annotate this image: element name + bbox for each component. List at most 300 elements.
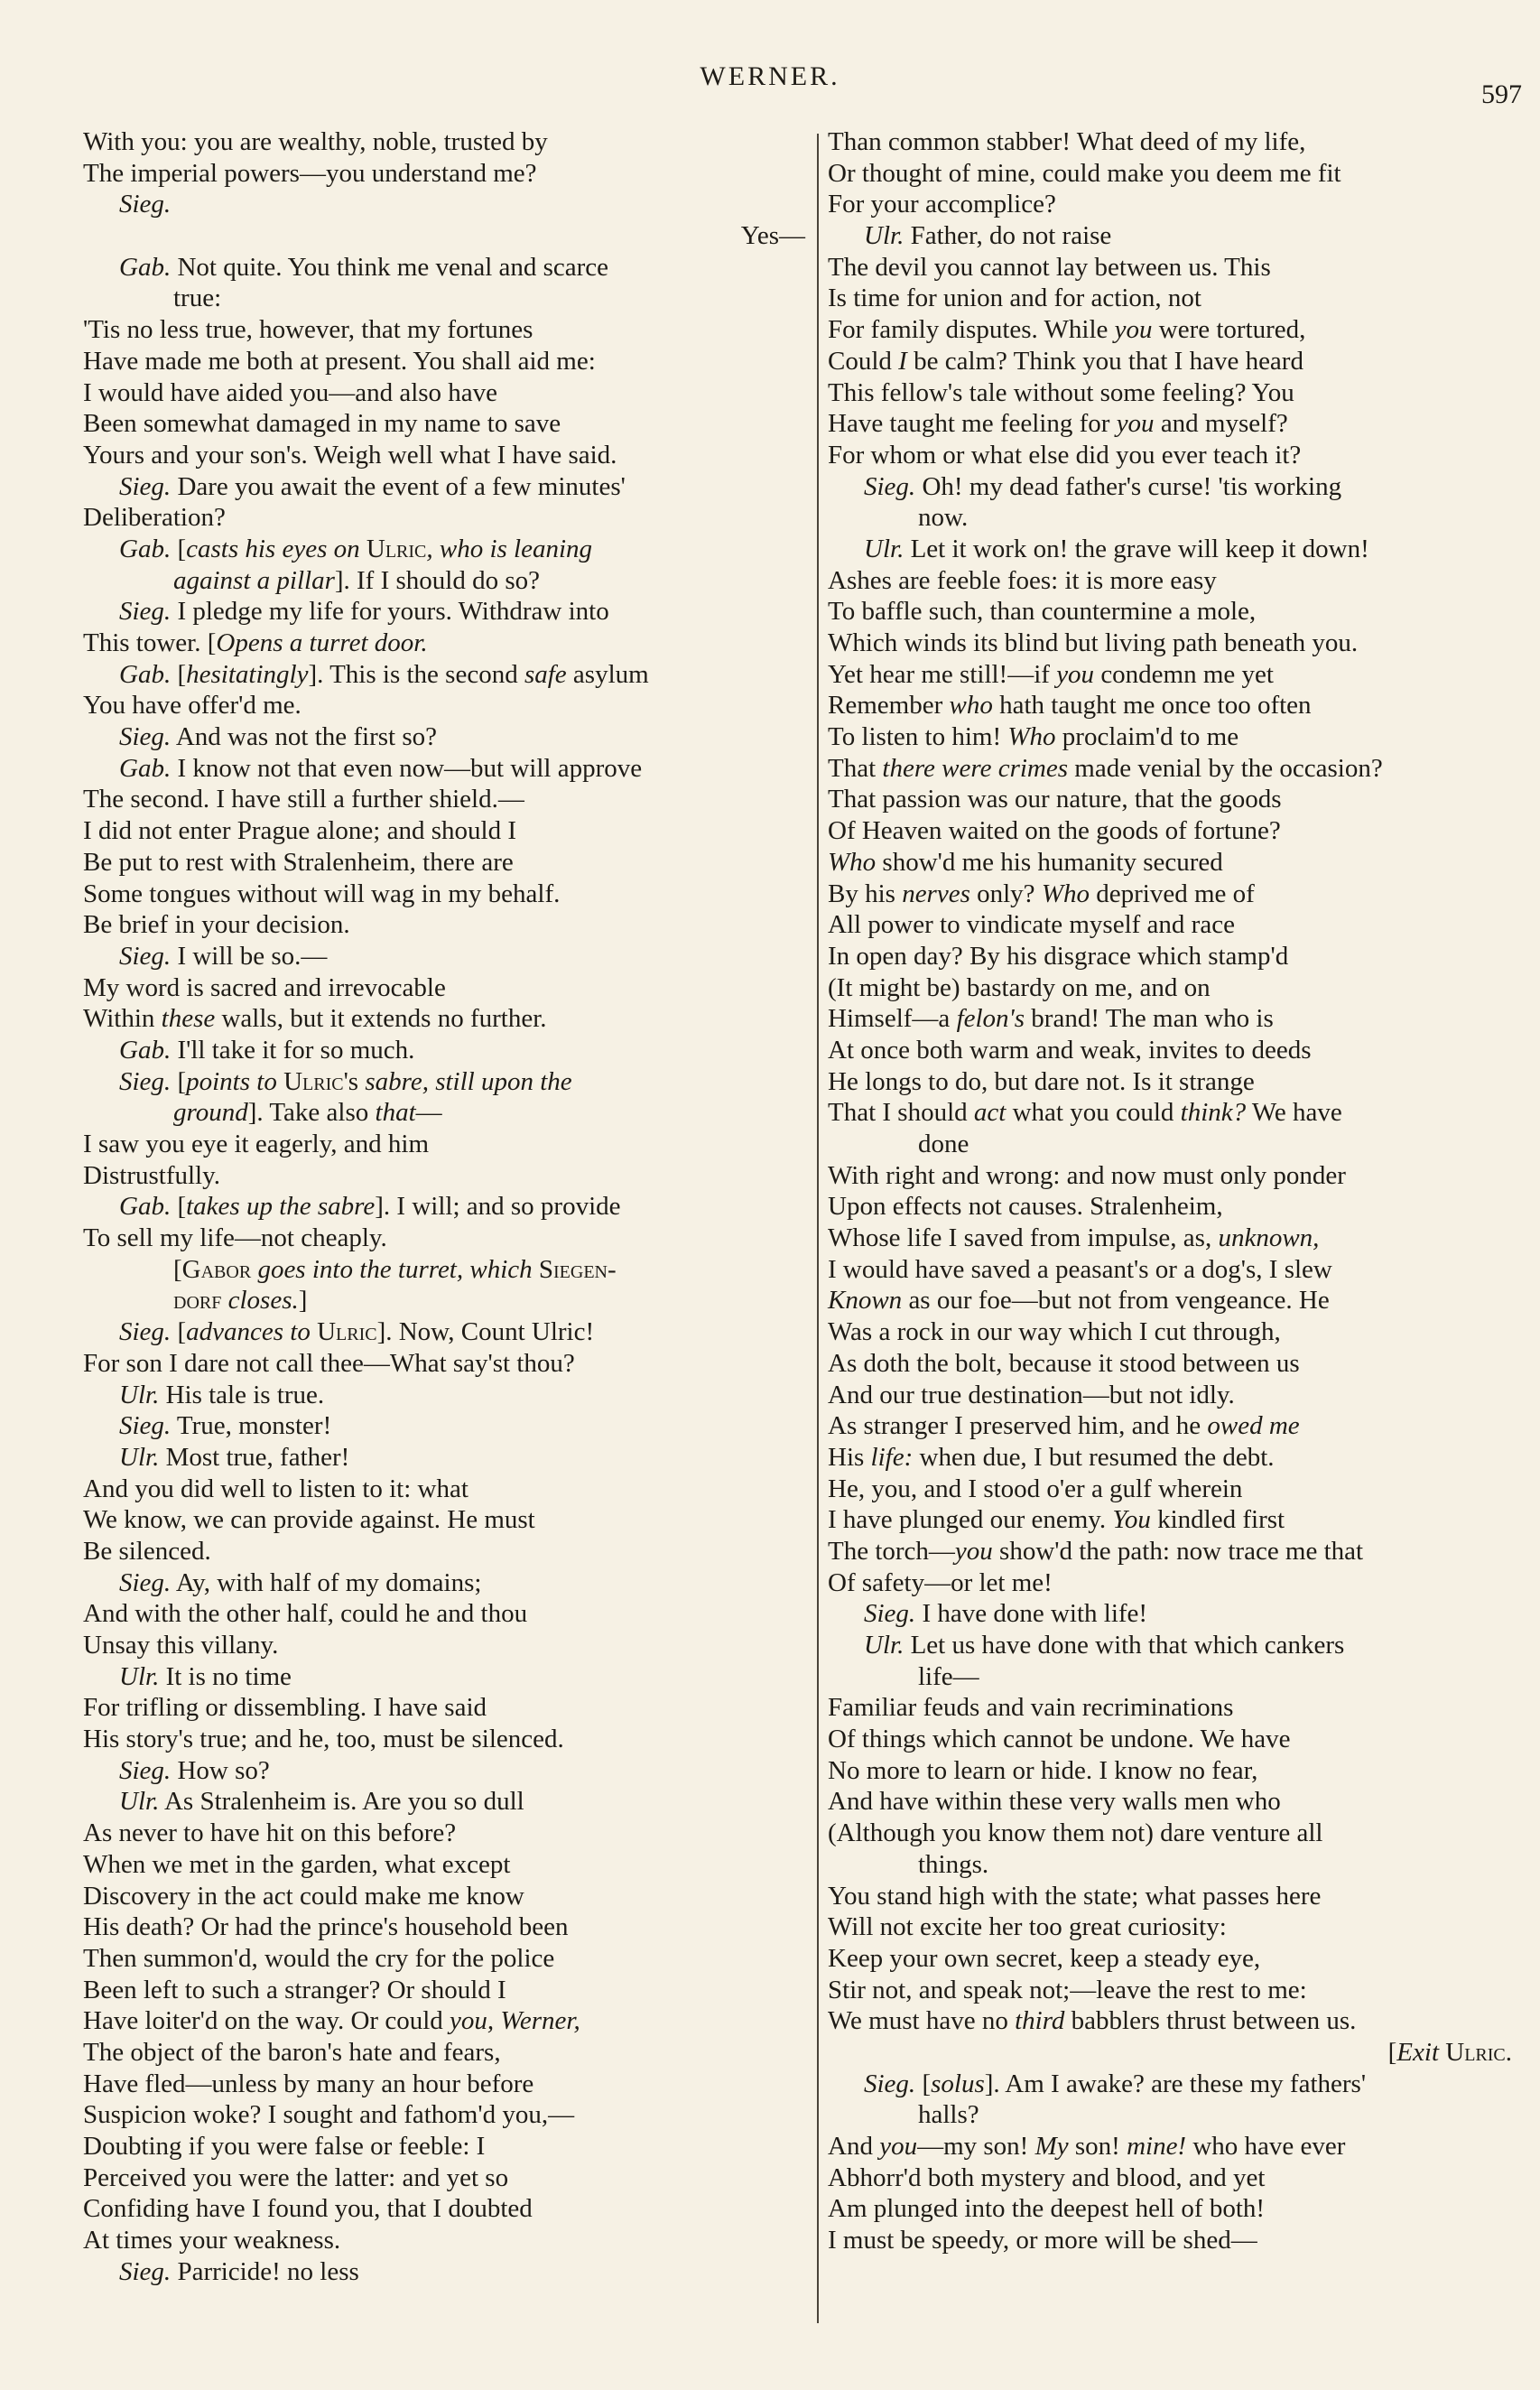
text-run: hesitatingly — [186, 659, 309, 689]
text-run: closes. — [221, 1286, 299, 1316]
text-line — [828, 346, 1512, 377]
text-run: Have fled—unless by many an hour before — [83, 2069, 534, 2098]
text-line — [828, 408, 1512, 440]
text-run: Let us have done with that which cankers — [904, 1631, 1345, 1660]
text-line — [828, 1223, 1512, 1254]
text-line — [828, 628, 1512, 659]
text-line — [828, 1598, 1512, 1630]
speaker-name: Ulr. — [119, 1442, 160, 1472]
text-run: This tower. — [83, 628, 201, 657]
text-run: when due, I but resumed the debt. — [913, 1442, 1275, 1472]
text-line — [828, 2131, 1512, 2162]
speaker-name: Ulr. — [864, 1631, 905, 1660]
text-line — [83, 1536, 805, 1567]
text-run: ]. I will; and so provide — [375, 1192, 621, 1222]
text-run: Be put to rest with Stralenheim, there are — [83, 847, 514, 877]
text-line — [83, 565, 805, 597]
text-run: Of things which cannot be undone. We have — [828, 1725, 1291, 1754]
text-run: Be brief in your decision. — [83, 910, 350, 940]
text-run: [ — [1387, 2037, 1397, 2067]
text-line — [83, 1160, 805, 1192]
text-line — [83, 1849, 805, 1881]
text-run: life— — [918, 1661, 979, 1691]
text-line — [828, 1474, 1512, 1505]
speaker-name: Ulr. — [119, 1661, 160, 1691]
text-run: At once both warm and weak, invites to deeds — [828, 1035, 1312, 1065]
text-line — [83, 1692, 805, 1724]
text-line — [83, 1598, 805, 1630]
text-line — [828, 1380, 1512, 1411]
text-line — [83, 2131, 805, 2162]
text-run: To sell my life—not cheaply. — [83, 1223, 387, 1253]
text-run: Ulric — [1445, 2037, 1506, 2067]
text-run: brand! The man who is — [1025, 1004, 1274, 1034]
text-run: As doth the bolt, because it stood between us — [828, 1348, 1300, 1378]
text-line — [83, 158, 805, 190]
text-run: takes up the sabre — [186, 1192, 376, 1222]
text-run: Who — [1041, 879, 1090, 908]
text-run: You have offer'd me. — [83, 691, 302, 721]
text-run: Ay, with half of my domains; — [171, 1567, 482, 1597]
speaker-name: Gab. — [119, 659, 172, 689]
text-run: Of Heaven waited on the goods of fortune? — [828, 816, 1281, 846]
text-line — [83, 1035, 805, 1066]
text-run: And have within these very walls men who — [828, 1787, 1281, 1817]
text-line — [83, 690, 805, 721]
text-line — [83, 2069, 805, 2100]
text-run: We know, we can provide against. He must — [83, 1505, 535, 1535]
text-run: third — [1015, 2006, 1065, 2036]
text-run: Keep your own secret, keep a steady eye, — [828, 1943, 1261, 1973]
running-title: WERNER. — [700, 61, 840, 91]
text-run: deprived me of — [1089, 879, 1255, 908]
text-line — [828, 753, 1512, 785]
text-line — [828, 534, 1512, 565]
text-run: For family disputes. While — [828, 315, 1115, 345]
text-line — [83, 252, 805, 284]
text-run: Let it work on! the grave will keep it down! — [904, 534, 1369, 563]
speaker-name: Ulr. — [119, 1380, 160, 1409]
text-run: casts his eyes on — [186, 534, 366, 563]
text-run: Been somewhat damaged in my name to save — [83, 409, 561, 439]
text-run: mine! — [1127, 2132, 1187, 2161]
text-run: Who — [1007, 722, 1056, 752]
text-line — [83, 753, 805, 785]
text-line — [828, 2069, 1512, 2100]
text-line — [828, 784, 1512, 815]
text-line — [83, 1818, 805, 1849]
text-line — [83, 1316, 805, 1348]
text-run: true: — [173, 284, 222, 313]
text-run: Am plunged into the deepest hell of both! — [828, 2194, 1266, 2224]
text-line — [828, 659, 1512, 691]
text-run: My — [1034, 2132, 1069, 2161]
page-number: 597 — [1481, 79, 1522, 109]
text-run: Suspicion woke? I sought and fathom'd you,— — [83, 2100, 575, 2130]
text-run: Whose life I saved from impulse, as, — [828, 1223, 1219, 1253]
text-line — [83, 471, 805, 503]
text-run: Could — [828, 346, 899, 376]
text-run: I would have aided you—and also have — [83, 377, 498, 407]
speaker-name: Sieg. — [119, 597, 172, 627]
text-run: In open day? By his disgrace which stamp'd — [828, 941, 1289, 971]
text-run: No more to learn or hide. I know no fear, — [828, 1755, 1258, 1785]
text-line — [828, 596, 1512, 628]
text-run: As stranger I preserved him, and he — [828, 1411, 1208, 1441]
text-run: It is no time — [159, 1661, 292, 1691]
text-run: Siegen- — [538, 1254, 617, 1284]
text-line — [828, 2225, 1512, 2256]
text-run: Oh! my dead father's curse! 'tis working — [915, 471, 1342, 501]
text-run: [ — [173, 1254, 182, 1284]
text-run: who have ever — [1186, 2132, 1346, 2161]
text-run: I have plunged our enemy. — [828, 1505, 1113, 1535]
text-line — [828, 2099, 1512, 2131]
text-run: ]. Now, Count Ulric! — [376, 1317, 595, 1347]
text-run: now. — [918, 503, 969, 533]
text-run: He longs to do, but dare not. Is it strange — [828, 1066, 1255, 1096]
text-run: Discovery in the act could make me know — [83, 1881, 524, 1911]
text-run: Yours and your son's. Weigh well what I have said. — [83, 440, 617, 470]
text-line — [828, 1191, 1512, 1223]
text-run: , who is leaning — [426, 534, 593, 563]
text-run: As never to have hit on this before? — [83, 1818, 457, 1848]
text-line — [83, 1410, 805, 1442]
text-line — [83, 502, 805, 534]
text-run: you, Werner, — [450, 2006, 580, 2036]
speaker-name: Gab. — [119, 753, 172, 783]
text-line — [83, 1661, 805, 1693]
speaker-name: Gab. — [119, 1035, 172, 1065]
text-line — [83, 2193, 805, 2225]
text-run: 's — [343, 1066, 366, 1096]
text-line — [828, 847, 1512, 879]
text-run: [ — [171, 1317, 187, 1347]
text-run: Than common stabber! What deed of my life, — [828, 127, 1306, 156]
text-run: For whom or what else did you ever teach it? — [828, 440, 1302, 470]
text-run: Unsay this villany. — [83, 1631, 279, 1660]
text-run: How so? — [171, 1755, 270, 1785]
text-run: His death? Or had the prince's household been — [83, 1912, 569, 1942]
text-run: you — [954, 1536, 993, 1566]
text-run: ]. — [247, 1098, 264, 1128]
text-run: Dare you await the event of a few minutes' — [171, 471, 626, 501]
text-run: And was not the first so? — [171, 722, 437, 752]
text-run: and myself? — [1154, 409, 1288, 439]
text-line — [83, 1881, 805, 1912]
text-line — [83, 1504, 805, 1536]
text-run: Ulric — [283, 1066, 344, 1096]
text-line — [828, 2193, 1512, 2225]
text-run: The torch— — [828, 1536, 955, 1566]
text-run: For trifling or dissembling. I have said — [83, 1693, 487, 1723]
text-line — [828, 1348, 1512, 1380]
text-run: And with the other half, could he and thou — [83, 1599, 528, 1629]
text-run: Familiar feuds and vain recriminations — [828, 1693, 1234, 1723]
text-line — [83, 1129, 805, 1160]
text-run: life: — [870, 1442, 914, 1472]
text-line — [83, 1567, 805, 1599]
text-line — [828, 220, 1512, 252]
text-run: [ — [171, 534, 187, 563]
text-run: kindled first — [1150, 1505, 1285, 1535]
text-line — [828, 879, 1512, 910]
speaker-name: Sieg. — [119, 1755, 172, 1785]
text-line — [828, 815, 1512, 847]
text-line — [828, 565, 1512, 597]
text-line — [83, 1003, 805, 1035]
text-line — [83, 2225, 805, 2256]
text-run: goes into the turret, which — [251, 1254, 539, 1284]
text-run: Which winds its blind but living path beneath you. — [828, 628, 1359, 657]
text-run: The second. I have still a further shield.— — [83, 785, 524, 814]
text-run: be calm? Think you that I have heard — [906, 346, 1303, 376]
text-line — [83, 972, 805, 1004]
text-run: I know not that even now—but will approve — [171, 753, 643, 783]
text-line — [828, 1285, 1512, 1316]
text-line — [828, 941, 1512, 972]
text-run: Yet hear me still!—if — [828, 659, 1057, 689]
text-run: —my son! — [917, 2132, 1035, 2161]
text-run: All power to vindicate myself and race — [828, 910, 1235, 940]
text-run: Distrustfully. — [83, 1160, 220, 1190]
text-run: When we met in the garden, what except — [83, 1849, 511, 1879]
text-run: ] — [298, 1286, 308, 1316]
text-run: Then summon'd, would the cry for the police — [83, 1943, 555, 1973]
text-line — [828, 1692, 1512, 1724]
text-line — [828, 909, 1512, 941]
text-line — [828, 1066, 1512, 1098]
text-line — [83, 2162, 805, 2194]
text-line — [828, 1849, 1512, 1881]
text-line — [83, 1724, 805, 1755]
text-run: Was a rock in our way which I cut through, — [828, 1317, 1281, 1347]
text-run: That I should — [828, 1098, 974, 1128]
text-line — [83, 815, 805, 847]
text-run: [ — [171, 1066, 187, 1096]
text-run: made venial by the occasion? — [1068, 753, 1383, 783]
text-line — [83, 377, 805, 409]
text-run: This fellow's tale without some feeling? You — [828, 377, 1294, 407]
text-line — [828, 721, 1512, 753]
text-run: Some tongues without will wag in my behalf. — [83, 879, 561, 908]
text-line — [828, 1724, 1512, 1755]
text-line — [83, 314, 805, 346]
text-run: By his — [828, 879, 903, 908]
text-line — [828, 1442, 1512, 1474]
text-line — [83, 1442, 805, 1474]
page-header — [0, 61, 1540, 107]
text-run: At times your weakness. — [83, 2226, 341, 2255]
text-run: points to — [186, 1066, 284, 1096]
text-line — [83, 408, 805, 440]
text-line — [83, 1474, 805, 1505]
text-line — [83, 1097, 805, 1129]
text-line — [83, 346, 805, 377]
text-run: Within — [83, 1004, 162, 1034]
text-line — [828, 1097, 1512, 1129]
text-run: Is time for union and for action, not — [828, 284, 1201, 313]
text-line — [828, 126, 1512, 158]
text-run: nerves — [902, 879, 970, 908]
text-run: Confiding have I found you, that I doubted — [83, 2194, 533, 2224]
speaker-name: Sieg. — [119, 471, 172, 501]
text-run: owed me — [1207, 1411, 1300, 1441]
text-run: The devil you cannot lay between us. This — [828, 252, 1271, 282]
text-run: act — [973, 1098, 1007, 1128]
text-run: To listen to him! — [828, 722, 1008, 752]
text-run: His story's true; and he, too, must be silenced. — [83, 1725, 564, 1754]
text-run: That — [828, 753, 883, 783]
text-run: Gabor — [181, 1254, 252, 1284]
text-line — [828, 1755, 1512, 1787]
text-run: only? — [969, 879, 1042, 908]
text-run: you — [1114, 315, 1153, 345]
text-run: Stir not, and speak not;—leave the rest to me: — [828, 1975, 1307, 2004]
text-run: that — [375, 1098, 416, 1128]
text-run: You stand high with the state; what passes here — [828, 1881, 1322, 1911]
text-run: True, monster! — [171, 1411, 332, 1441]
text-line — [828, 1630, 1512, 1661]
text-run: ]. Am I awake? are these my fathers' — [984, 2069, 1367, 2098]
text-run: We have — [1246, 1098, 1342, 1128]
text-run: I pledge my life for yours. Withdraw into — [171, 597, 609, 627]
text-line — [828, 1003, 1512, 1035]
text-run: For your accomplice? — [828, 190, 1056, 219]
text-line — [83, 1943, 805, 1975]
text-line — [83, 1975, 805, 2006]
text-line — [828, 1410, 1512, 1442]
speaker-name: Gab. — [119, 534, 172, 563]
text-run: ground — [173, 1098, 248, 1128]
text-run: I would have saved a peasant's or a dog's, I slew — [828, 1254, 1332, 1284]
text-line — [828, 189, 1512, 220]
text-run: (Although you know them not) dare venture all — [828, 1818, 1323, 1848]
text-run: [ — [200, 628, 217, 657]
text-line — [83, 1380, 805, 1411]
text-run: sabre, still upon the — [365, 1066, 572, 1096]
text-run: Deliberation? — [83, 503, 226, 533]
text-line — [83, 1786, 805, 1818]
text-run: [ — [915, 2069, 932, 2098]
text-line — [83, 440, 805, 471]
text-run: ]. If I should do so? — [334, 565, 540, 595]
text-run: Father, do not raise — [904, 221, 1112, 251]
text-run: The imperial powers—you understand me? — [83, 158, 537, 188]
text-run: felon's — [956, 1004, 1025, 1034]
text-run: unknown, — [1218, 1223, 1320, 1253]
text-run: We must have no — [828, 2006, 1016, 2036]
speaker-name: Sieg. — [119, 1411, 172, 1441]
text-run: Been left to such a stranger? Or should I — [83, 1975, 506, 2004]
text-line — [828, 1254, 1512, 1286]
text-line — [83, 1348, 805, 1380]
text-line — [83, 1630, 805, 1661]
text-run: And our true destination—but not idly. — [828, 1380, 1235, 1409]
text-run: I'll take it for so much. — [171, 1035, 415, 1065]
text-run: That passion was our nature, that the goods — [828, 785, 1282, 814]
speaker-name: Sieg. — [119, 2256, 172, 2286]
text-run: Ashes are feeble foes: it is more easy — [828, 565, 1217, 595]
text-run: I — [898, 346, 907, 376]
text-line — [828, 502, 1512, 534]
text-run: Take also — [263, 1098, 376, 1128]
speaker-name: Sieg. — [864, 1599, 916, 1629]
text-line — [828, 972, 1512, 1004]
text-run: you — [1116, 409, 1155, 439]
text-run: solus — [931, 2069, 985, 2098]
text-line — [828, 1536, 1512, 1567]
text-run: things. — [918, 1849, 989, 1879]
text-line — [828, 1818, 1512, 1849]
text-run: condemn me yet — [1094, 659, 1274, 689]
speaker-name: Ulr. — [864, 221, 905, 251]
text-run: With right and wrong: and now must only ponder — [828, 1160, 1346, 1190]
text-line — [828, 1943, 1512, 1975]
text-run: And — [828, 2132, 880, 2161]
speaker-name: Gab. — [119, 252, 172, 282]
text-run: Will not excite her too great curiosity: — [828, 1912, 1227, 1942]
text-line — [83, 1223, 805, 1254]
text-run: Opens a turret door. — [216, 628, 428, 657]
text-run: Abhorr'd both mystery and blood, and yet — [828, 2162, 1266, 2192]
text-run: [ — [171, 1192, 187, 1222]
text-line — [83, 1191, 805, 1223]
text-run: I must be speedy, or more will be shed— — [828, 2226, 1257, 2255]
speaker-name: Sieg. — [119, 1066, 172, 1096]
text-line — [828, 1881, 1512, 1912]
text-run: I did not enter Prague alone; and should I — [83, 816, 516, 846]
text-run: For son I dare not call thee—What say'st thou? — [83, 1348, 575, 1378]
text-line — [828, 1911, 1512, 1943]
text-line — [828, 471, 1512, 503]
speaker-name: Sieg. — [119, 722, 172, 752]
text-run: son! — [1068, 2132, 1127, 2161]
text-line — [828, 158, 1512, 190]
text-line — [83, 879, 805, 910]
text-run: halls? — [918, 2100, 979, 2130]
text-line — [83, 784, 805, 815]
text-run: — — [415, 1098, 442, 1128]
speaker-name: Ulr. — [119, 1787, 160, 1817]
speaker-name: Sieg. — [119, 1567, 172, 1597]
text-line — [83, 2037, 805, 2069]
text-run: 'Tis no less true, however, that my fortunes — [83, 315, 533, 345]
text-line — [828, 1975, 1512, 2006]
text-line — [83, 847, 805, 879]
text-run: Perceived you were the latter: and yet so — [83, 2162, 509, 2192]
text-line — [83, 1285, 805, 1316]
text-run: You — [1112, 1505, 1151, 1535]
text-line — [828, 2005, 1512, 2037]
text-run: I saw you eye it eagerly, and him — [83, 1130, 430, 1158]
speaker-name: Sieg. — [119, 941, 172, 971]
text-run: safe — [524, 659, 567, 689]
speaker-name: Ulr. — [864, 534, 905, 563]
text-run: hath taught me once too often — [992, 691, 1312, 721]
text-run: Or thought of mine, could make you deem me fit — [828, 158, 1341, 188]
text-line — [83, 2005, 805, 2037]
text-run: against a pillar — [173, 565, 335, 595]
text-run: Ulric — [366, 534, 427, 563]
column-divider — [817, 134, 819, 2323]
text-run: walls, but it extends no further. — [215, 1004, 547, 1034]
text-run: show'd the path: now trace me that — [992, 1536, 1364, 1566]
text-run: Not quite. You think me venal and scarce — [171, 252, 609, 282]
text-line — [828, 1316, 1512, 1348]
text-run: And you did well to listen to it: what — [83, 1474, 468, 1503]
speaker-name: Sieg. — [119, 1317, 172, 1347]
